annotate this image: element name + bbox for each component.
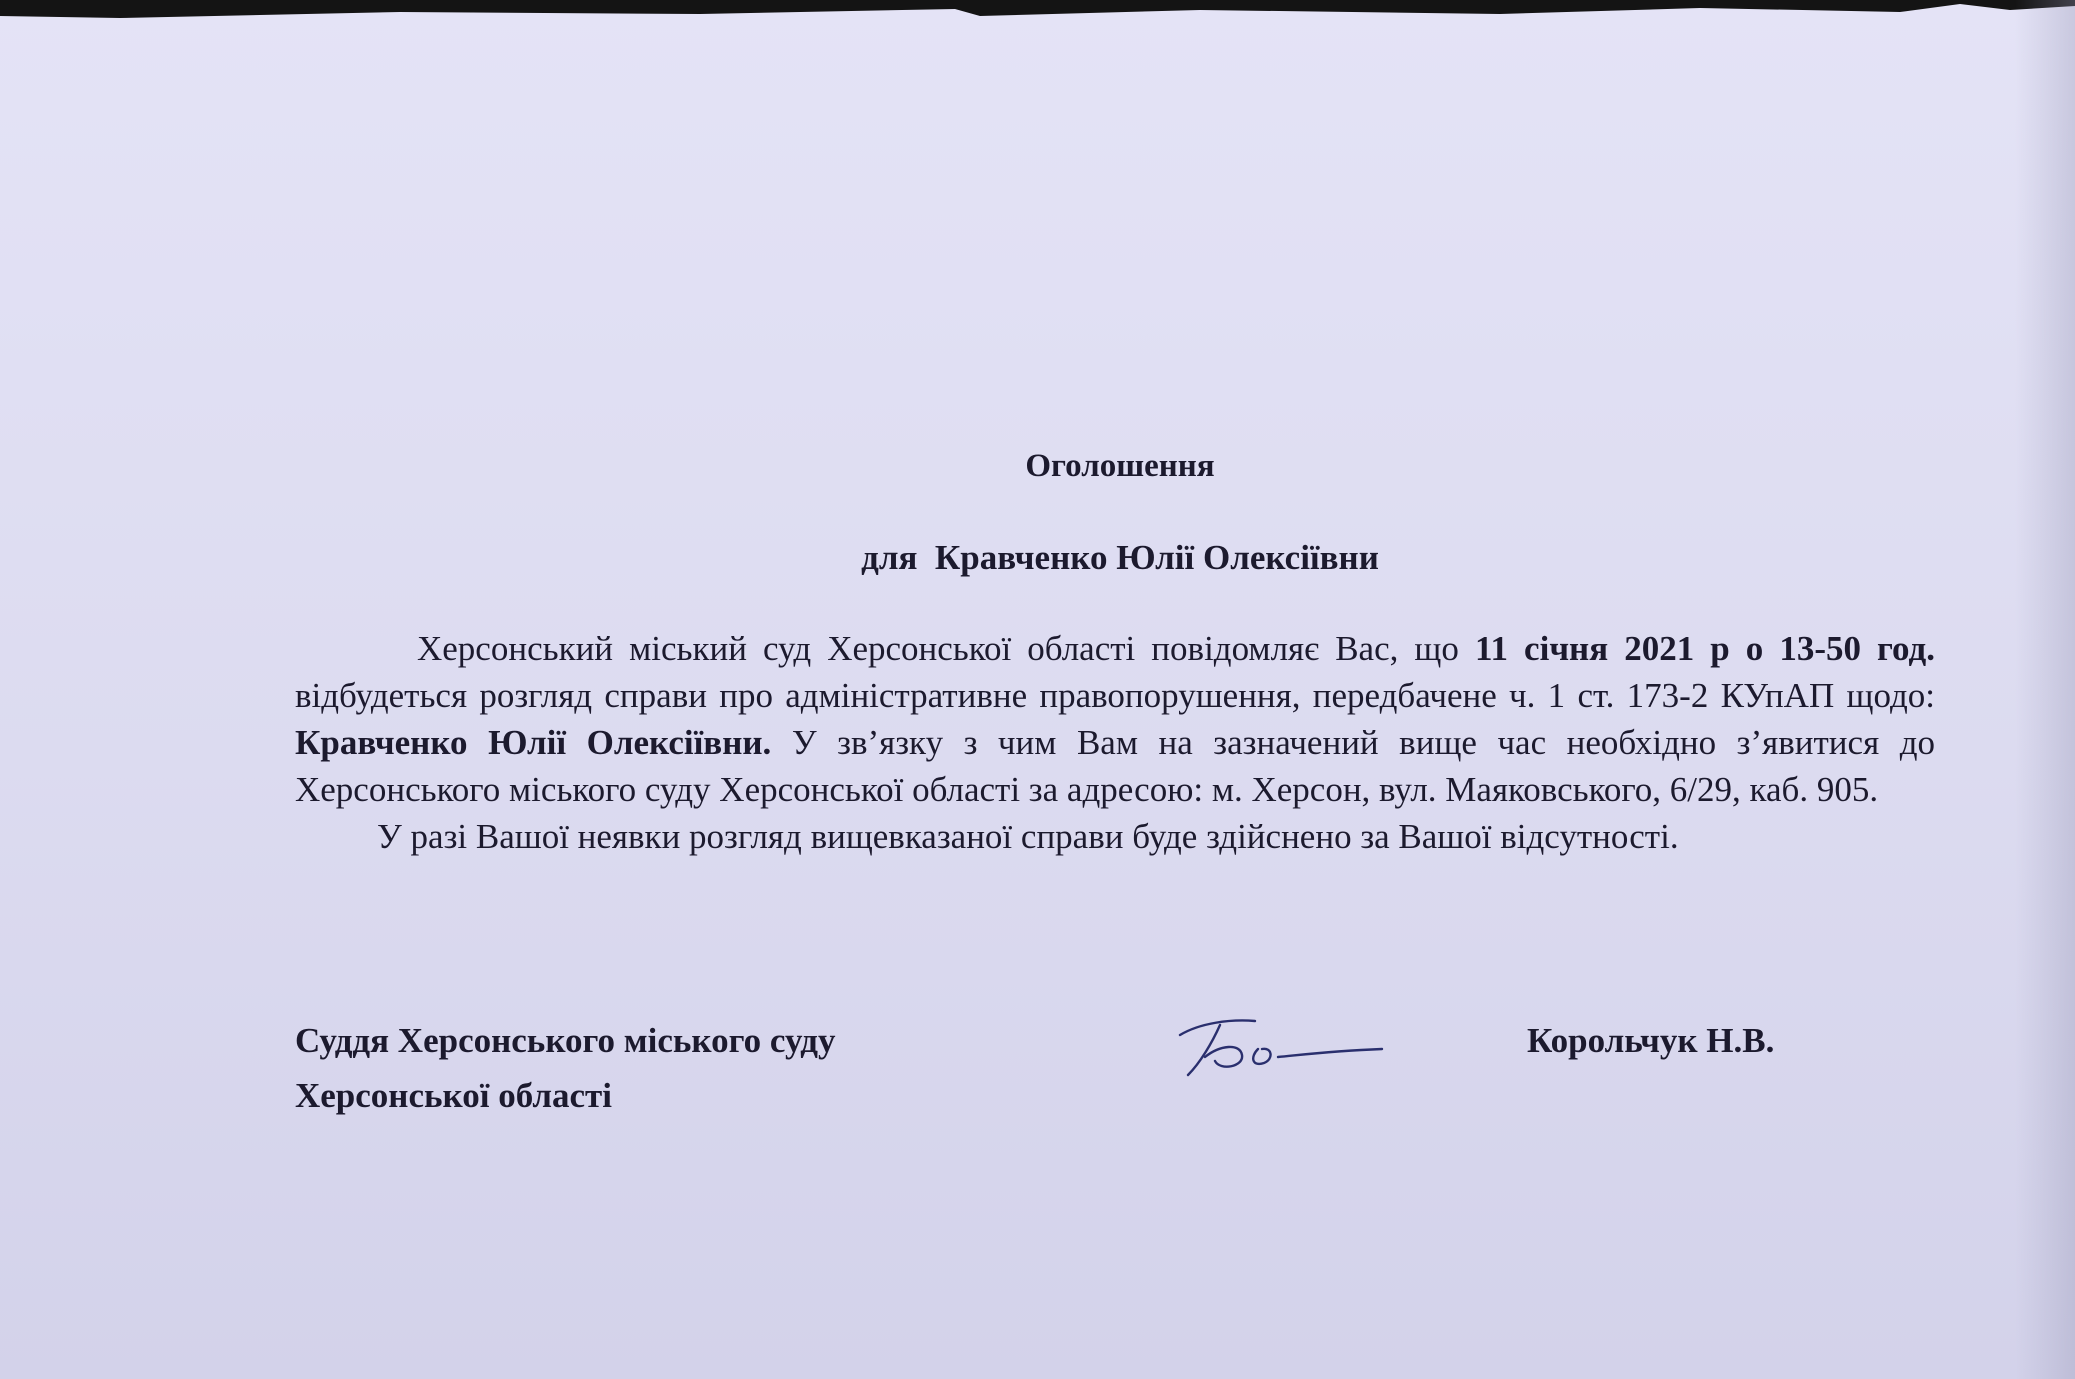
summons-address: У зв’язку з чим Вам на зазначений вище час необхідно з’явитися до Херсонського міського суду Херсонської області за адресою: м. Херсон, вул. Маяковського, 6/29, каб. 905. [295,723,1935,809]
paragraph-summons [295,625,1935,813]
notice-title: Оголошення [1025,448,1215,484]
judge-position [295,1013,835,1123]
judge-name: Корольчук Н.В. [1527,1021,1775,1060]
judge-position-line1: Суддя Херсонського міського суду [295,1021,836,1060]
notice-body [295,625,1935,860]
handwritten-signature [1160,1005,1390,1085]
notice-recipient: для Кравченко Юлії Олексіївни [861,538,1379,577]
paragraph-absence: У разі Вашої неявки розгляд вищевказаної справи буде здійснено за Вашої відсутності. [377,817,1679,856]
person-name: Кравченко Юлії Олексіївни. [295,723,772,762]
judge-position-line2: Херсонської області [295,1076,612,1115]
hearing-date-time: 11 січня 2021 р о 13-50 год. [1474,629,1935,668]
summons-middle: відбудеться розгляд справи про адміністративне правопорушення, передбачене ч. 1 ст. 173-2 КУпАП щодо: [295,676,1935,715]
summons-intro: Херсонський міський суд Херсонської області повідомляє Вас, що [417,629,1475,668]
